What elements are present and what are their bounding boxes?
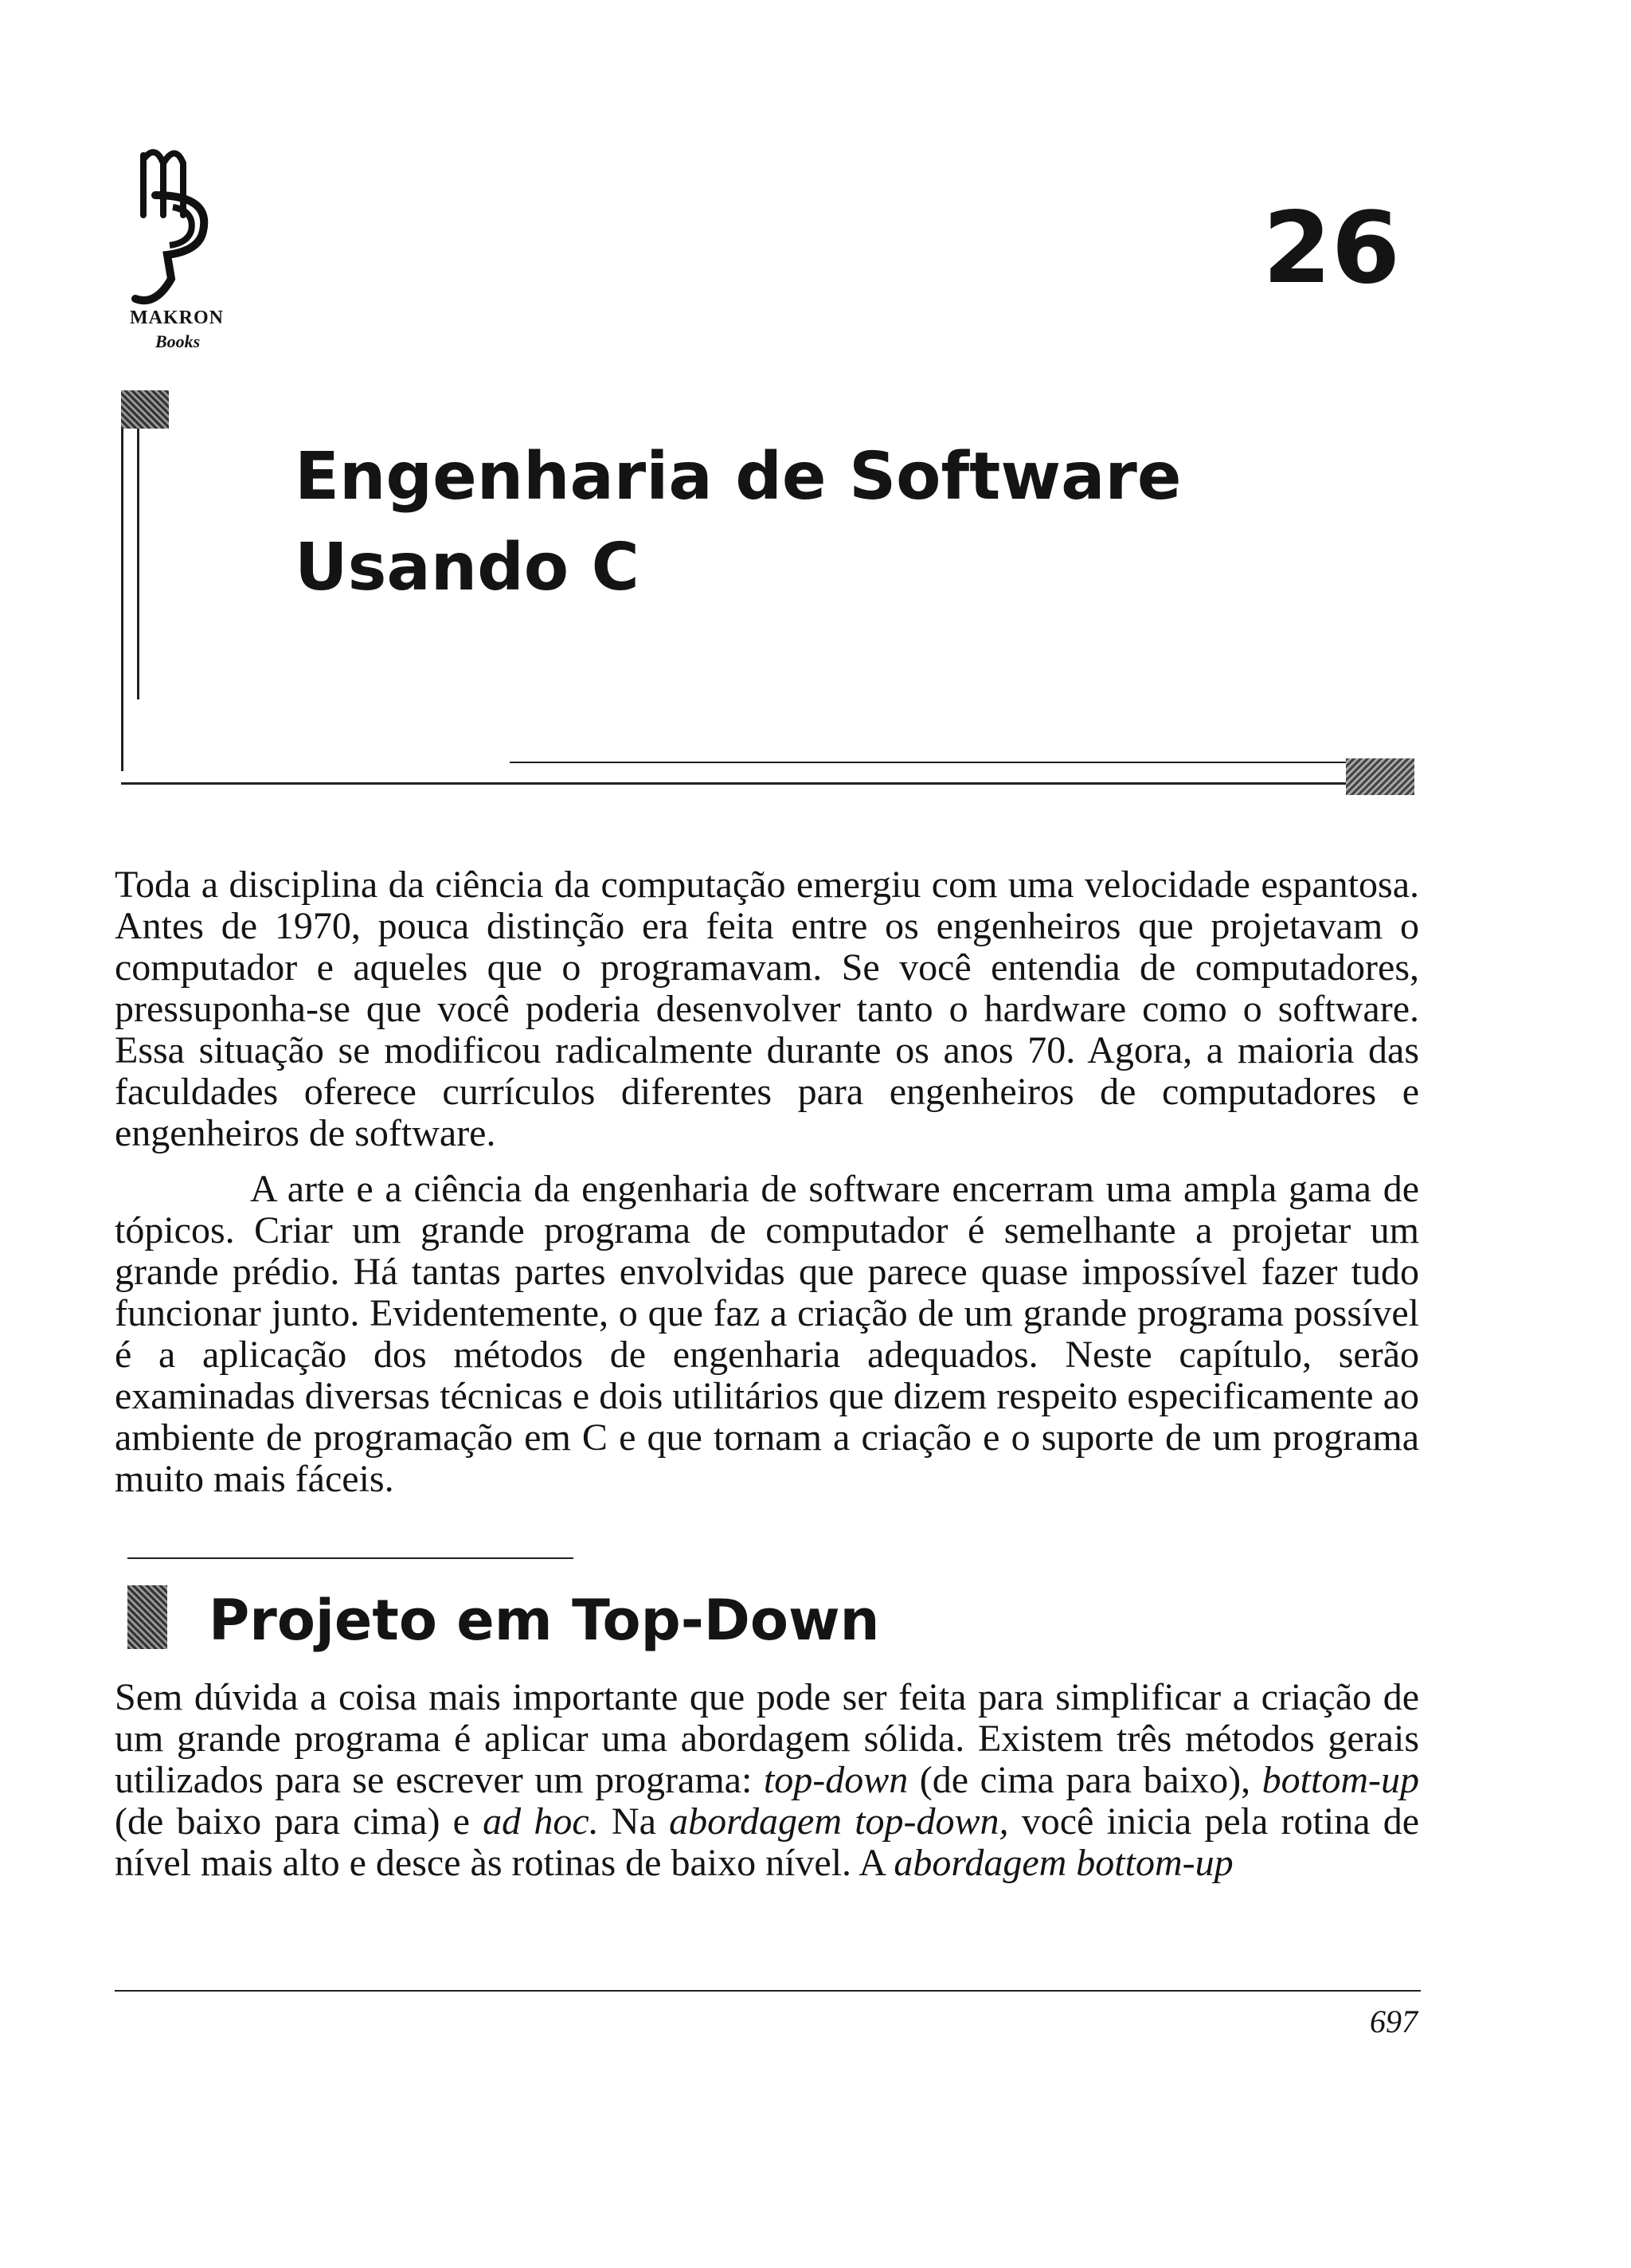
logo-publisher-name: MAKRON: [130, 307, 224, 328]
section-paragraph: [115, 1677, 1419, 1884]
text-run: Sem dúvida a coisa mais importante que pode ser feita para simplificar a criação de um grande programa é aplicar uma abordagem sólida. Existem três métodos gerais utilizados para se escrever um programa:: [115, 1676, 1419, 1801]
title-decoration: [121, 390, 280, 773]
page-number: 697: [1370, 2004, 1418, 2039]
term-abordagem-top-down: abordagem top-down,: [669, 1800, 1009, 1843]
term-abordagem-bottom-up: abordagem bottom-up: [894, 1842, 1234, 1884]
term-ad-hoc: ad hoc.: [483, 1800, 599, 1843]
title-shaded-square: [121, 390, 169, 429]
chapter-title-line1: Engenharia de Software: [295, 439, 1182, 515]
chapter-title: [295, 432, 1182, 613]
title-rule-lower: [121, 782, 1347, 785]
title-vertical-rule-inner: [137, 429, 139, 699]
text-run: Na: [598, 1800, 670, 1843]
intro-paragraph-1: Toda a disciplina da ciência da computação emergiu com uma velocidade espantosa. Antes de 1970, pouca distinção era feita entre os engenheiros que projetavam o computador e aqueles que o programavam. Se você entendia de computadores, pressuponha-se que você poderia desenvolver tanto o hardware como o software. Essa situação se modificou radicalmente durante os anos 70. Agora, a maioria das faculdades oferece currículos diferentes para engenheiros de computadores e engenheiros de software.: [115, 864, 1419, 1154]
section-rule: [127, 1557, 573, 1559]
publisher-logo: [123, 119, 227, 358]
makron-books-logo-mark: [123, 119, 219, 311]
section-heading: Projeto em Top-Down: [209, 1588, 880, 1653]
title-vertical-rule: [121, 429, 123, 771]
title-rule-upper: [510, 762, 1346, 763]
term-top-down: top-down: [763, 1759, 909, 1801]
text-run: (de cima para baixo),: [908, 1759, 1262, 1801]
section-shaded-square: [127, 1585, 167, 1649]
chapter-number: 26: [1262, 191, 1400, 306]
chapter-title-line2: Usando C: [295, 530, 639, 605]
intro-paragraph-2: A arte e a ciência da engenharia de software encerram uma ampla gama de tópicos. Criar um grande programa de computador é semelhante a projetar um grande prédio. Há tantas partes envolvidas que parece quase impossível fazer tudo funcionar junto. Evidentemente, o que faz a criação de um grande programa possível é a aplicação dos métodos de engenharia adequados. Neste capítulo, serão examinadas diversas técnicas e dois utilitários que dizem respeito especificamente ao ambiente de programação em C e que tornam a criação e o suporte de um programa muito mais fáceis.: [115, 1168, 1419, 1500]
text-run: (de baixo para cima) e: [115, 1800, 483, 1843]
text-run: você inicia pela rotina de nível mais alto e desce às rotinas de baixo nível. A: [115, 1800, 1420, 1884]
term-bottom-up: bottom-up: [1261, 1759, 1419, 1801]
footer-rule: [115, 1990, 1421, 1992]
logo-imprint-name: Books: [155, 331, 201, 351]
title-rule-shaded-box: [1346, 758, 1414, 795]
